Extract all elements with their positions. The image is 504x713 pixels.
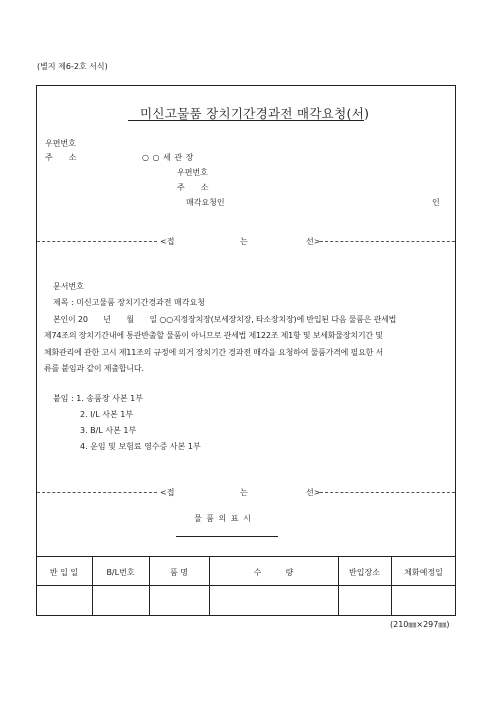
table-header-cell: 반입장소	[349, 568, 380, 577]
attachments-label: 붙임 : 1. 송품장 사본 1부	[53, 394, 143, 403]
table-column-divider	[92, 556, 93, 616]
table-header-cell: B/L번호	[106, 568, 135, 577]
table-header-cell: 반 입 일	[49, 568, 79, 577]
fold-line-label-mid: 는	[240, 237, 248, 246]
title-underline	[128, 120, 364, 121]
requester-zip-label: 우편번호	[177, 168, 208, 177]
attachment-item: 2. I/L 사본 1부	[80, 410, 134, 419]
attachment-item: 4. 운임 및 보험료 영수증 사본 1부	[80, 442, 201, 451]
document-number-label: 문서번호	[53, 282, 84, 291]
table-header-border	[36, 585, 456, 586]
body-line: 제74조의 장치기간내에 통관반출할 물품이 아니므로 관세법 제122조 제1항 및 보세화물장치기간 및	[44, 331, 383, 340]
fold-line-left	[37, 492, 157, 493]
table-header-cell: 품 명	[170, 568, 188, 577]
fold-line-label-left: <접	[160, 488, 175, 497]
goods-section-title: 물 품 의 표 시	[194, 514, 252, 523]
body-line: 체화관리에 관한 고시 제11조의 규정에 의거 장치기간 경과전 매각을 요청하여 물품가격에 필요한 서	[44, 348, 384, 357]
table-column-divider	[149, 556, 150, 616]
table-column-divider	[209, 556, 210, 616]
table-header-cell: 체화예정일	[404, 568, 443, 577]
seal-mark: 인	[432, 198, 440, 207]
requester-address-label: 주 소	[177, 183, 209, 192]
subject-line: 제목 : 미신고물품 장치기간경과전 매각요청	[53, 298, 205, 307]
customs-office: ○ ○ 세 관 장	[142, 153, 194, 162]
fold-line-label-mid: 는	[240, 488, 248, 497]
paper-size-note: (210㎜×297㎜)	[390, 620, 450, 629]
fold-line-label-right: 선>	[306, 488, 321, 497]
sender-zip-label: 우편번호	[45, 139, 76, 148]
body-line: 본인이 20 년 월 일 ○○지정장치장(보세장치장, 타소장치장)에 반입된 다음 물품은 관세법	[53, 315, 397, 324]
fold-line-right	[320, 241, 455, 242]
page-title: 미신고물품 장치기간경과전 매각요청(서)	[140, 106, 370, 121]
table-column-divider	[338, 556, 339, 616]
goods-title-underline	[176, 536, 278, 537]
form-number: (별지 제6-2호 서식)	[37, 62, 108, 71]
fold-line-left	[37, 241, 157, 242]
table-top-border	[36, 556, 456, 557]
sender-address-label: 주 소	[45, 153, 77, 162]
table-header-cell: 수 량	[253, 568, 294, 577]
fold-line-label-right: 선>	[306, 237, 321, 246]
requester-name-label: 매각요청인	[186, 198, 225, 207]
table-column-divider	[391, 556, 392, 616]
fold-line-label-left: <접	[160, 237, 175, 246]
body-line: 류를 붙임과 같이 제출합니다.	[44, 364, 144, 373]
attachment-item: 3. B/L 사본 1부	[80, 426, 137, 435]
fold-line-right	[320, 492, 455, 493]
